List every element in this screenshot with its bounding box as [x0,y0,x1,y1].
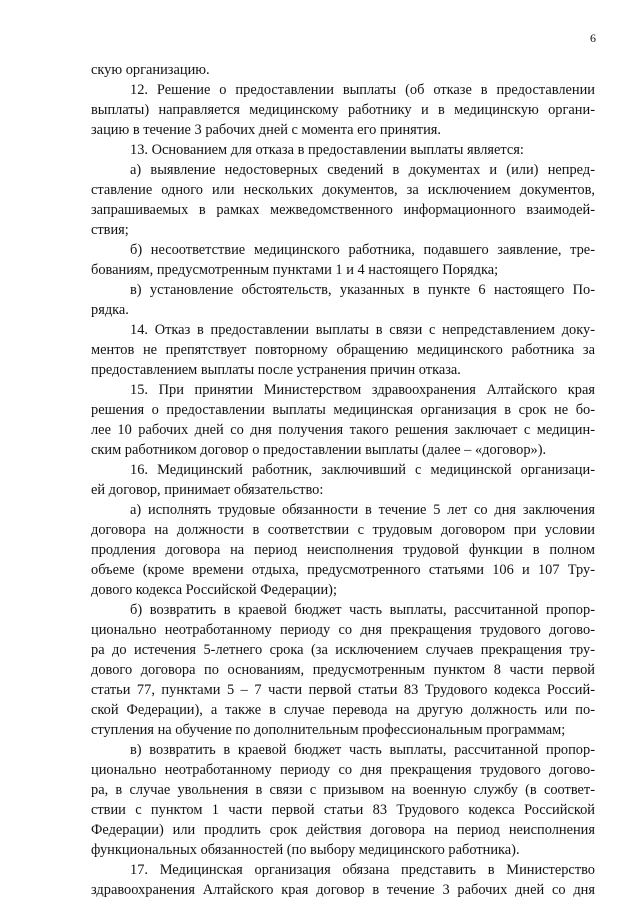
text-line: 15. При принятии Министерством здравоохранения Алтайского края [130,382,595,398]
text-line: ей договор, принимает обязательство: [91,482,324,498]
text-line: решения о предоставлении выплаты медицинская организация в срок не бо- [91,402,595,418]
text-line: дового кодекса Российской Федерации); [91,582,337,598]
text-line: ской Федерации), а также в случае перевода на другую должность или по- [91,702,595,718]
text-line: в) возвратить в краевой бюджет часть выплаты, рассчитанной пропор- [130,742,595,758]
text-line: 13. Основанием для отказа в предоставлении выплаты является: [130,142,524,158]
page-number: 6 [590,31,596,45]
text-line: б) несоответствие медицинского работника, подавшего заявление, тре- [130,242,595,258]
text-line: Федерации) или продлить срок действия договора на период неисполнения [91,822,595,838]
text-line: 12. Решение о предоставлении выплаты (об отказе в предоставлении [130,82,595,98]
text-line: запрашиваемых в рамках межведомственного информационного взаимодей- [91,202,595,218]
text-line: в) установление обстоятельств, указанных в пункте 6 настоящего По- [130,282,595,298]
text-line: здравоохранения Алтайского края договор в течение 3 рабочих дней со дня [91,882,595,898]
text-line: бованиям, предусмотренным пунктами 1 и 4 настоящего Порядка; [91,262,499,278]
text-line: а) исполнять трудовые обязанности в течение 5 лет со дня заключения [130,502,595,518]
text-line: ским работником договор о предоставлении выплаты (далее – «договор»). [91,442,547,458]
text-line: ционально неотработанному периоду со дня прекращения трудового догово- [91,622,595,638]
text-line: дового договора по основаниям, предусмотренным пунктом 8 части первой [91,662,595,678]
text-line: зацию в течение 3 рабочих дней с момента его принятия. [91,122,442,138]
text-line: функциональных обязанностей (по выбору медицинского работника). [91,842,520,858]
text-line: продления договора на период неисполнения трудовой функции в полном [91,542,595,558]
text-line: статьи 77, пунктами 5 – 7 части первой статьи 83 Трудового кодекса Россий- [91,682,595,698]
text-line: 16. Медицинский работник, заключивший с медицинской организаци- [130,462,595,478]
text-line: а) выявление недостоверных сведений в документах и (или) непред- [130,162,595,178]
text-line: предоставлением выплаты после устранения причин отказа. [91,362,461,378]
text-line: б) возвратить в краевой бюджет часть выплаты, рассчитанной пропор- [130,602,595,618]
text-line: ствия; [91,222,129,238]
text-line: ционально неотработанному периоду со дня прекращения трудового догово- [91,762,595,778]
text-line: ра до истечения 5-летнего срока (за исключением случаев прекращения тру- [91,642,595,658]
text-line: лее 10 рабочих дней со дня получения такого решения заключает с медицин- [91,422,595,438]
text-line: скую организацию. [91,62,210,78]
text-line: 14. Отказ в предоставлении выплаты в связи с непредставлением доку- [130,322,595,338]
text-line: ра, в случае увольнения в связи с призывом на военную службу (в соответ- [91,782,595,798]
text-line: ментов не препятствует повторному обращению медицинского работника за [91,342,595,358]
text-line: объеме (кроме времени отдыха, предусмотренного статьями 106 и 107 Тру- [91,562,595,578]
text-line: договора на должности в соответствии с трудовым договором при условии [91,522,595,538]
text-line: рядка. [91,302,129,318]
text-line: ствии с пунктом 1 части первой статьи 83 Трудового кодекса Российской [91,802,595,818]
text-line: ступления на обучение по дополнительным профессиональным программам; [91,722,566,738]
text-line: выплаты) направляется медицинскому работнику и в медицинскую органи- [91,102,595,118]
text-line: ставление одного или нескольких документов, за исключением документов, [91,182,595,198]
text-line: 17. Медицинская организация обязана представить в Министерство [130,862,595,878]
